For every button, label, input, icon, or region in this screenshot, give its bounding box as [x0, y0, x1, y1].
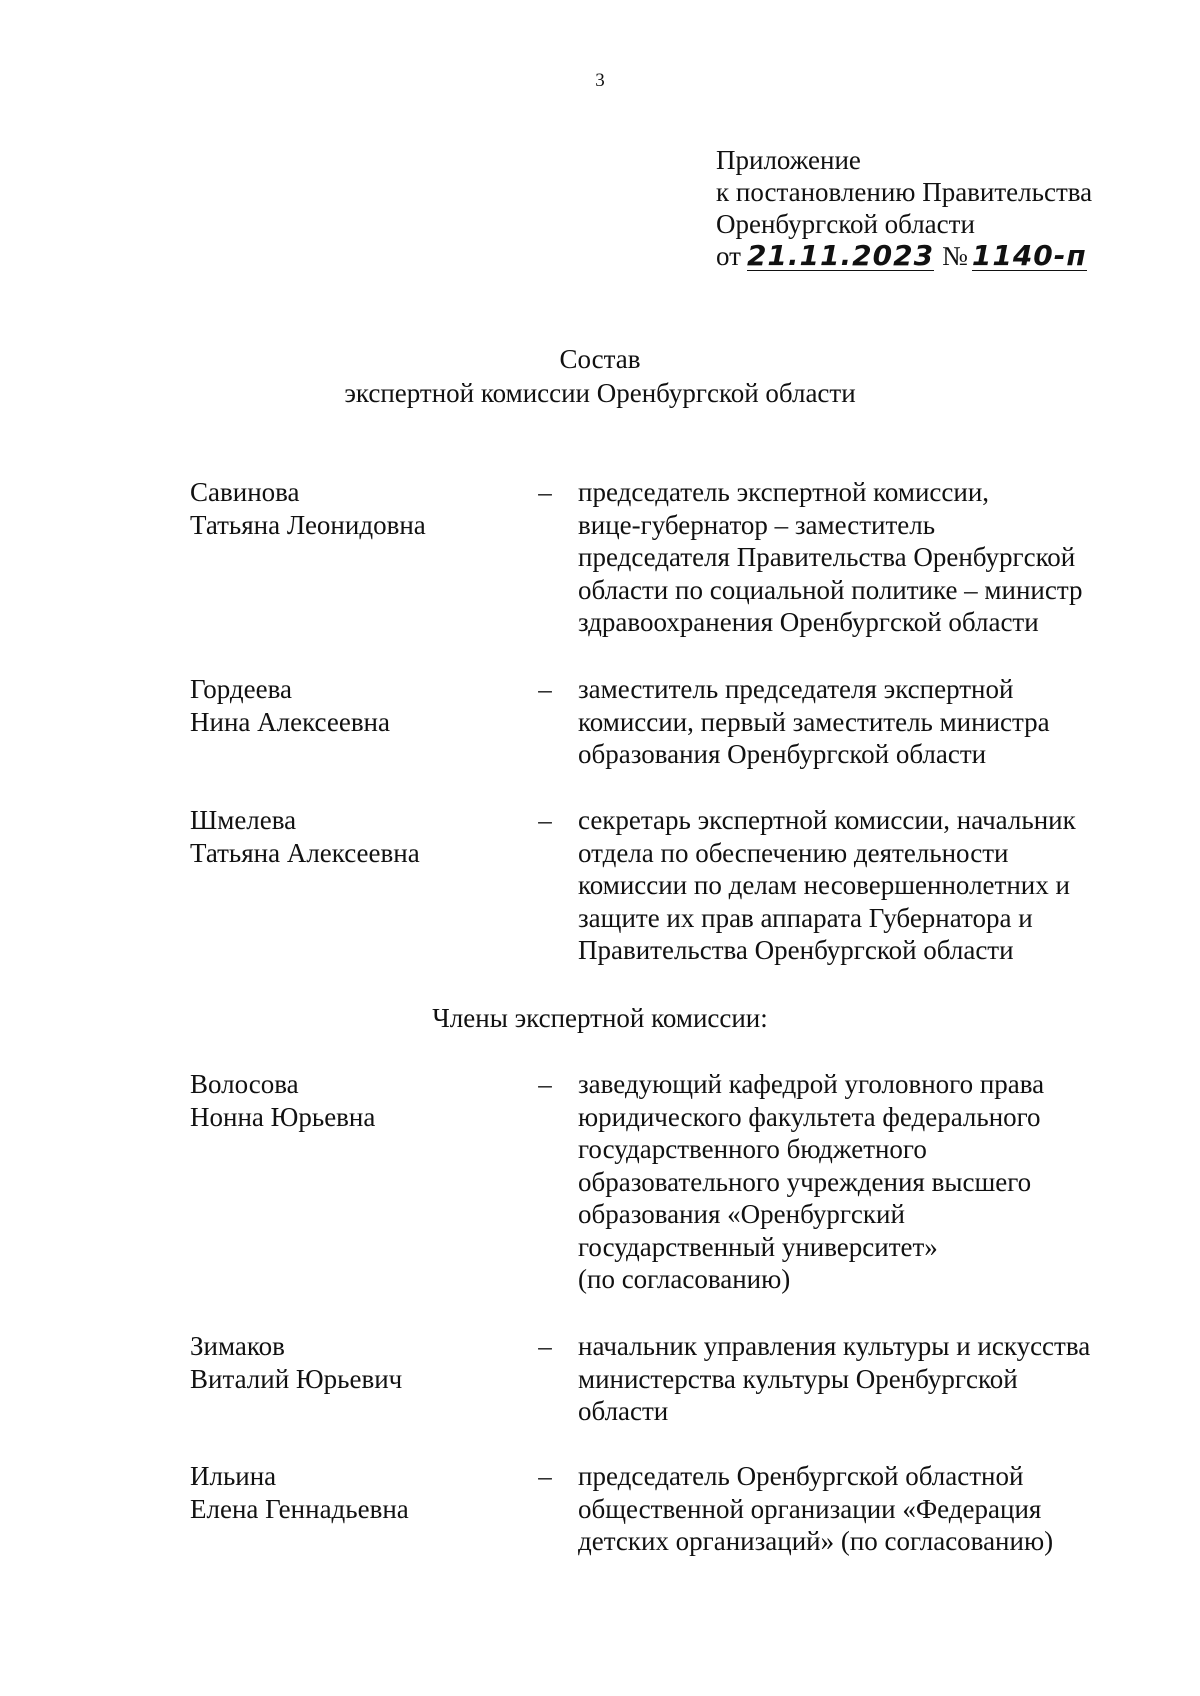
- number-sign: №: [942, 241, 968, 271]
- role-line: юридического факультета федерального: [578, 1101, 1041, 1132]
- member-surname: Шмелева: [190, 805, 297, 835]
- role-line: (по согласованию): [578, 1264, 791, 1294]
- member-role: [578, 1068, 1138, 1296]
- date-prefix: от: [716, 241, 741, 271]
- appendix-title: Приложение: [716, 145, 861, 175]
- member-given-names: Татьяна Алексеевна: [190, 837, 420, 868]
- role-line: министерства культуры Оренбургской: [578, 1363, 1018, 1394]
- role-line: государственный университет»: [578, 1231, 938, 1262]
- role-line: заведующий кафедрой уголовного права: [578, 1069, 1045, 1099]
- member-dash: –: [538, 1461, 552, 1491]
- role-line: государственного бюджетного: [578, 1134, 927, 1164]
- role-line: заместитель председателя экспертной: [578, 674, 1014, 704]
- appendix-date-number-line: [716, 240, 1092, 272]
- member-surname: Гордеева: [190, 674, 292, 704]
- member-name: [190, 804, 520, 869]
- member-surname: Савинова: [190, 477, 300, 507]
- member-dash: –: [538, 1069, 552, 1099]
- member-given-names: Татьяна Леонидовна: [190, 509, 426, 540]
- member-given-names: Елена Геннадьевна: [190, 1493, 409, 1524]
- role-line: образования Оренбургской области: [578, 739, 987, 769]
- member-role: [578, 1330, 1138, 1428]
- member-dash: –: [538, 805, 552, 835]
- role-line: здравоохранения Оренбургской области: [578, 607, 1039, 637]
- member-dash: –: [538, 1331, 552, 1361]
- role-line: защите их прав аппарата Губернатора и: [578, 902, 1033, 933]
- role-line: секретарь экспертной комиссии, начальник: [578, 805, 1076, 835]
- appendix-line-decree: к постановлению Правительства: [716, 177, 1093, 207]
- member-name: [190, 476, 520, 541]
- role-line: председатель Оренбургской областной: [578, 1461, 1024, 1491]
- role-line: образовательного учреждения высшего: [578, 1166, 1032, 1197]
- role-line: председателя Правительства Оренбургской: [578, 542, 1076, 572]
- member-dash: –: [538, 674, 552, 704]
- appendix-line-region: Оренбургской области: [716, 209, 975, 239]
- role-line: Правительства Оренбургской области: [578, 935, 1014, 965]
- decree-number-handwritten: 1140-п: [971, 239, 1087, 272]
- member-name: [190, 1330, 520, 1395]
- members-heading: Члены экспертной комиссии:: [432, 1003, 768, 1033]
- member-role: [578, 1460, 1138, 1558]
- member-role: [578, 476, 1138, 639]
- member-name: [190, 1460, 520, 1525]
- role-line: отдела по обеспечению деятельности: [578, 837, 1009, 868]
- member-surname: Зимаков: [190, 1331, 285, 1361]
- role-line: комиссии, первый заместитель министра: [578, 706, 1050, 737]
- member-role: [578, 804, 1138, 967]
- role-line: образования «Оренбургский: [578, 1199, 905, 1229]
- member-given-names: Нонна Юрьевна: [190, 1101, 376, 1132]
- role-line: комиссии по делам несовершеннолетних и: [578, 870, 1070, 900]
- document-title: [0, 342, 1200, 410]
- member-dash: –: [538, 477, 552, 507]
- appendix-block: [716, 144, 1092, 272]
- role-line: начальник управления культуры и искусства: [578, 1331, 1091, 1361]
- member-role: [578, 673, 1138, 771]
- member-given-names: Виталий Юрьевич: [190, 1363, 403, 1394]
- member-surname: Волосова: [190, 1069, 299, 1099]
- role-line: области: [578, 1396, 669, 1426]
- page-number: 3: [595, 70, 605, 91]
- member-name: [190, 1068, 520, 1133]
- role-line: области по социальной политике – министр: [578, 574, 1083, 605]
- role-line: общественной организации «Федерация: [578, 1493, 1042, 1524]
- member-given-names: Нина Алексеевна: [190, 706, 390, 737]
- member-surname: Ильина: [190, 1461, 277, 1491]
- role-line: вице-губернатор – заместитель: [578, 509, 936, 540]
- role-line: председатель экспертной комиссии,: [578, 477, 990, 507]
- decree-date-handwritten: 21.11.2023: [746, 239, 935, 272]
- role-line: детских организаций» (по согласованию): [578, 1526, 1054, 1556]
- title-line-commission: экспертной комиссии Оренбургской области: [344, 378, 856, 408]
- title-line-composition: Состав: [559, 344, 641, 374]
- member-name: [190, 673, 520, 738]
